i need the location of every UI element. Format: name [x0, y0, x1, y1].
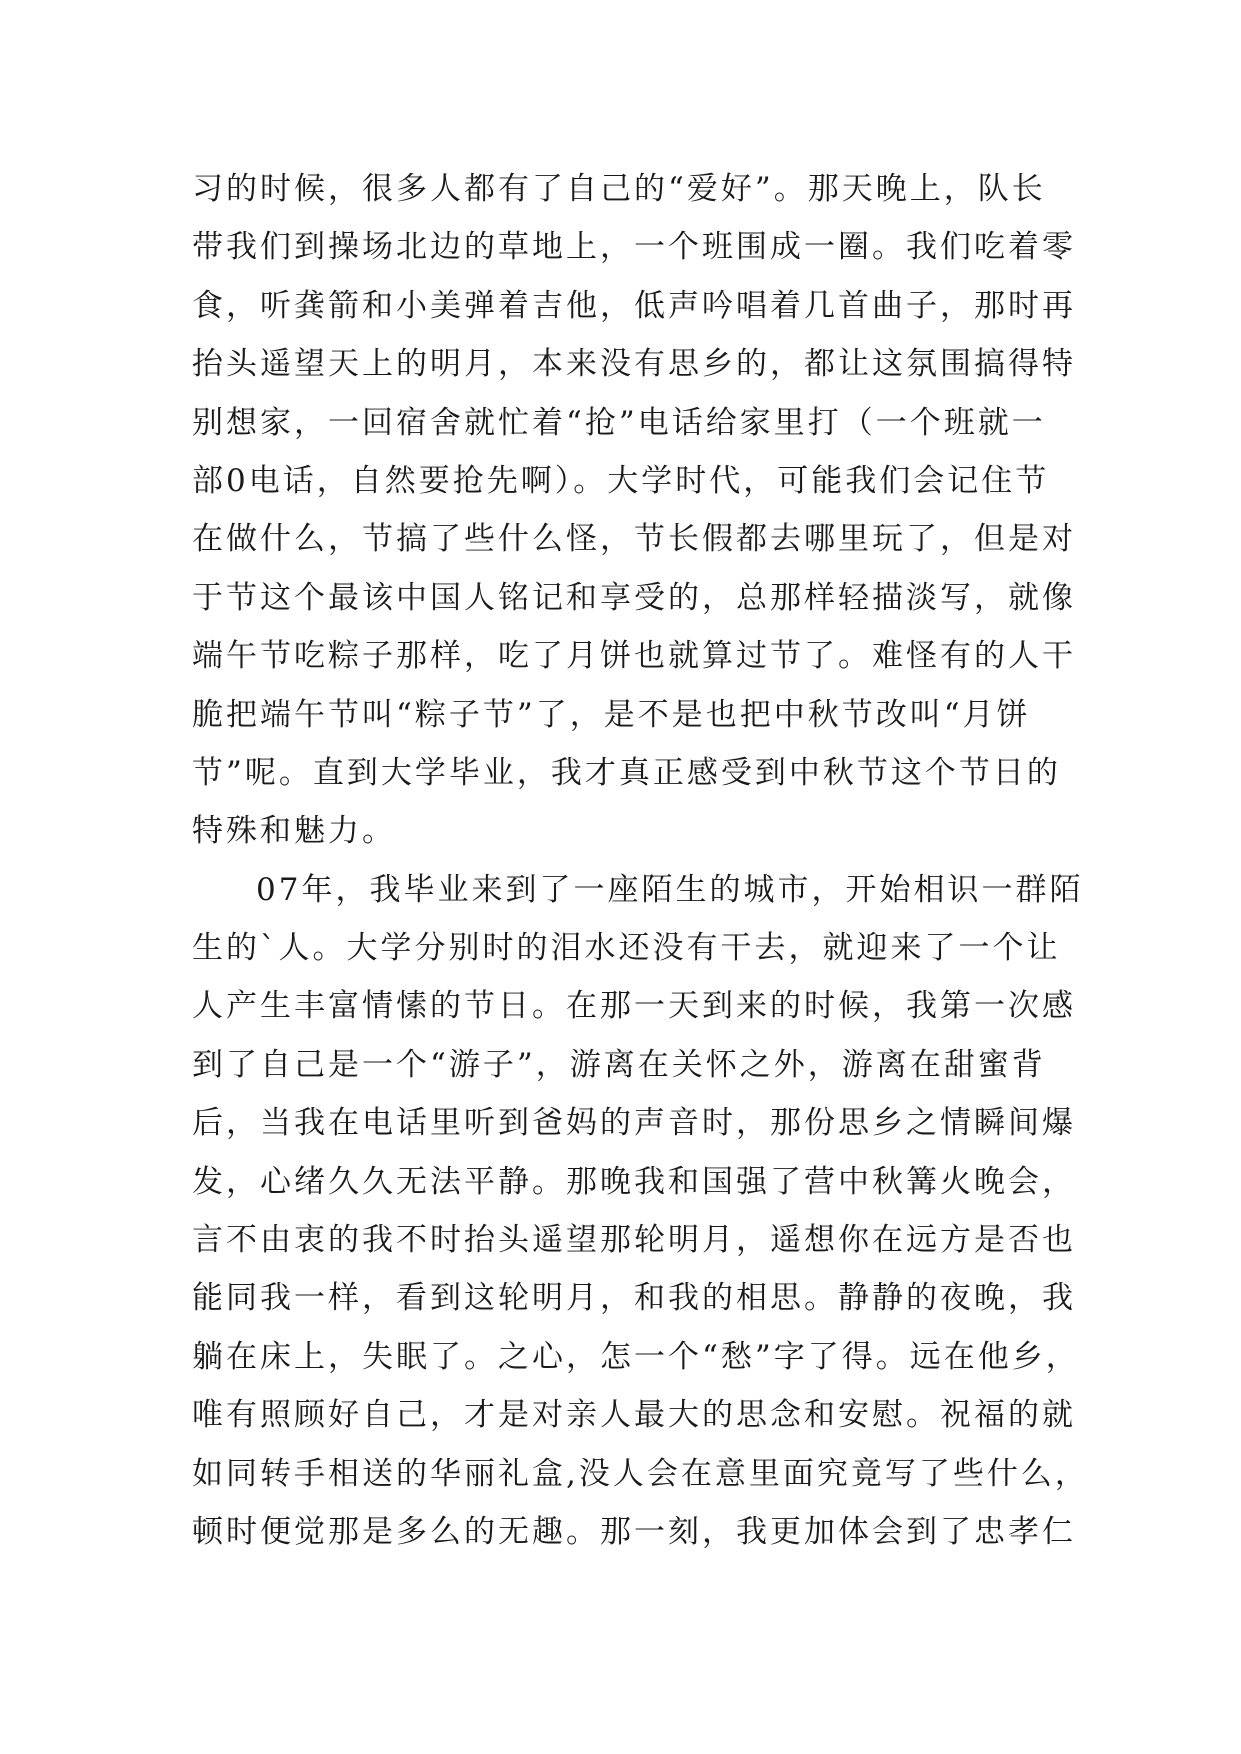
text-line: 生的`人。大学分别时的泪水还没有干去，就迎来了一个让 [192, 930, 1061, 967]
text-line: 能同我一样，看到这轮明月，和我的相思。静静的夜晚，我 [192, 1280, 1076, 1317]
text-line: 如同转手相送的华丽礼盒,没人会在意里面究竟写了些什么， [192, 1455, 1089, 1492]
text-line: 节”呢。直到大学毕业，我才真正感受到中秋节这个节日的 [192, 754, 1061, 791]
text-line: 习的时候，很多人都有了自己的“爱好”。那天晚上，队长 [192, 171, 1046, 207]
text-line: 人产生丰富情愫的节日。在那一天到来的时候，我第一次感 [192, 988, 1076, 1025]
text-line: 端午节吃粽子那样，吃了月饼也就算过节了。难怪有的人干 [192, 638, 1076, 675]
text-line: 后，当我在电话里听到爸妈的声音时，那份思乡之情瞬间爆 [192, 1105, 1076, 1142]
text-line: 在做什么，节搞了些什么怪，节长假都去哪里玩了，但是对 [192, 521, 1076, 558]
text-line: 脆把端午节叫“粽子节”了，是不是也把中秋节改叫“月饼 [192, 696, 1031, 733]
paragraph-1 [192, 160, 1076, 861]
text-line: 躺在床上，失眠了。之心，怎一个“愁”字了得。远在他乡， [192, 1338, 1080, 1375]
text-line: 部0电话，自然要抢先啊）。大学时代，可能我们会记住节 [192, 462, 1050, 499]
text-line: 顿时便觉那是多么的无趣。那一刻，我更加体会到了忠孝仁 [192, 1513, 1076, 1550]
body-text [192, 160, 1089, 1561]
text-line: 于节这个最该中国人铭记和享受的，总那样轻描淡写，就像 [192, 579, 1076, 616]
paragraph-2 [192, 861, 1089, 1562]
text-line: 特殊和魅力。 [192, 813, 396, 850]
text-line: 食，听龚箭和小美弹着吉他，低声吟唱着几首曲子，那时再 [192, 287, 1076, 324]
text-line: 别想家，一回宿舍就忙着“抢”电话给家里打（一个班就一 [192, 404, 1046, 441]
text-line: 带我们到操场北边的草地上，一个班围成一圈。我们吃着零 [192, 229, 1076, 266]
text-line: 发，心绪久久无法平静。那晚我和国强了营中秋篝火晚会， [192, 1163, 1076, 1200]
text-line: 到了自己是一个“游子”，游离在关怀之外，游离在甜蜜背 [192, 1046, 1046, 1083]
text-line: 07年，我毕业来到了一座陌生的城市，开始相识一群陌 [256, 871, 1084, 908]
text-line: 唯有照顾好自己，才是对亲人最大的思念和安慰。祝福的就 [192, 1397, 1076, 1434]
text-line: 抬头遥望天上的明月，本来没有思乡的，都让这氛围搞得特 [192, 346, 1076, 383]
text-line: 言不由衷的我不时抬头遥望那轮明月，遥想你在远方是否也 [192, 1222, 1076, 1259]
